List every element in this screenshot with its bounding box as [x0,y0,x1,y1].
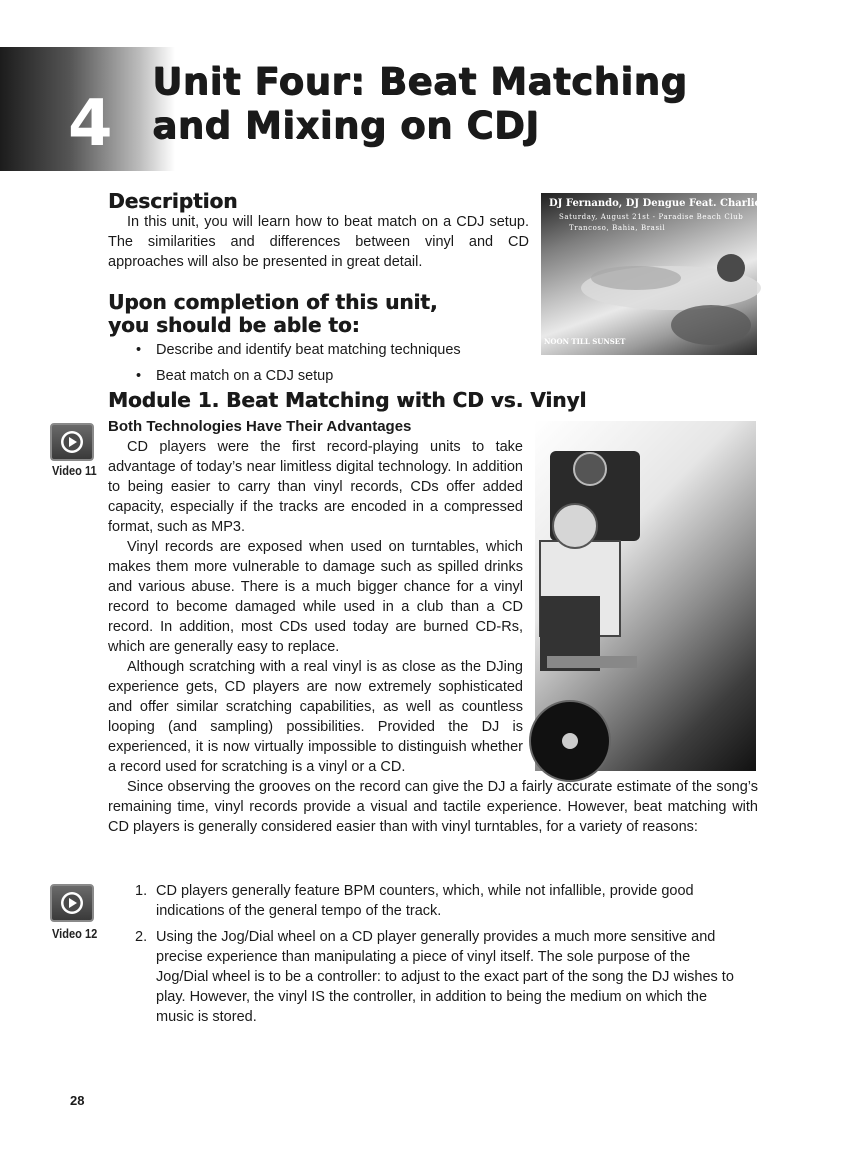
reason-item [135,927,735,1027]
reason-number: 2. [135,929,148,945]
body-paragraph-1: CD players were the first record-playing units to take advantage of today’s near limitless digital technology. In addition to being easier to carry than vinyl records, CDs offer added capacity, especially if the tracks are encoded in a compressed format, such as MP3. [108,439,523,535]
objectives-heading [108,291,528,337]
video-11-play-button[interactable] [50,423,94,461]
video-12-play-button[interactable] [50,884,94,922]
body-paragraph-4: Since observing the grooves on the record can give the DJ a fairly accurate estimate of the song’s remaining time, vinyl records provide a visual and tactile experience. However, beat matching with CD players is generally considered easier than with vinyl turntables, for a variety of reasons: [108,779,758,835]
objectives-heading-line2: you should be able to: [108,313,360,337]
objectives-heading-line1: Upon completion of this unit, [108,290,438,314]
beach-party-flyer-photo [541,193,809,355]
page-number: 28 [70,1093,85,1108]
description-text: In this unit, you will learn how to beat match on a CDJ setup. The similarities and differences between vinyl and CD approaches will also be presented in great detail. [108,214,529,270]
video-11-label[interactable]: Video 11 [52,463,97,478]
description-heading: Description [108,189,238,213]
reason-number: 1. [135,883,148,899]
play-icon [59,890,85,916]
unit-number: 4 [68,87,113,161]
flyer-title: DJ Fernando, DJ Dengue Feat. Charlie Sputnik [549,198,809,209]
flyer-time: NOON TILL SUNSET [544,337,626,346]
unit-title-line2: and Mixing on CDJ [152,104,540,147]
flyer-location: Trancoso, Bahia, Brasil [569,224,666,232]
reason-item [135,881,735,921]
reason-text: CD players generally feature BPM counters, which, while not infallible, provide good indications of the general tempo of the track. [156,883,694,919]
reasons-list [135,881,735,1033]
objectives-list [136,340,461,392]
dj-photo-illustration [535,421,756,771]
flyer-date: Saturday, August 21st - Paradise Beach Club [559,213,744,221]
body-paragraph-3: Although scratching with a real vinyl is as close as the DJing experience gets, CD players are now extremely sophisticated and offer similar scratching capabilities, as well as countless looping (and sampling) possibilities. Provided the DJ is experienced, it is now virtually impossible to distinguish whether a record used for scratching is a vinyl or a CD. [108,659,523,775]
module-subheading: Both Technologies Have Their Advantages [108,418,412,435]
play-icon [59,429,85,455]
body-paragraph-2: Vinyl records are exposed when used on turntables, which makes them more vulnerable to damage such as spilled drinks and various abuse. There is a much bigger chance for a vinyl record to become damaged while used in a club than a CD record. In addition, most CDs used today are burned CD-Rs, which are generally easy to replace. [108,539,523,655]
reason-text: Using the Jog/Dial wheel on a CD player generally provides a much more sensitive and precise experience than manipulating a piece of vinyl itself. The sole purpose of the Jog/Dial wheel is to be a controller: to adjust to the exact part of the song the DJ wishes to play. However, the vinyl IS the controller, in addition to being the medium on which the music is stored. [156,929,734,1025]
objective-item: • Describe and identify beat matching techniques [136,340,461,366]
unit-title [152,60,832,148]
unit-title-line1: Unit Four: Beat Matching [152,60,688,103]
dj-equipment-photo [535,421,756,771]
module-heading: Module 1. Beat Matching with CD vs. Vinyl [108,388,587,412]
video-12-label[interactable]: Video 12 [52,926,98,941]
objective-item: • Beat match on a CDJ setup [136,366,461,392]
